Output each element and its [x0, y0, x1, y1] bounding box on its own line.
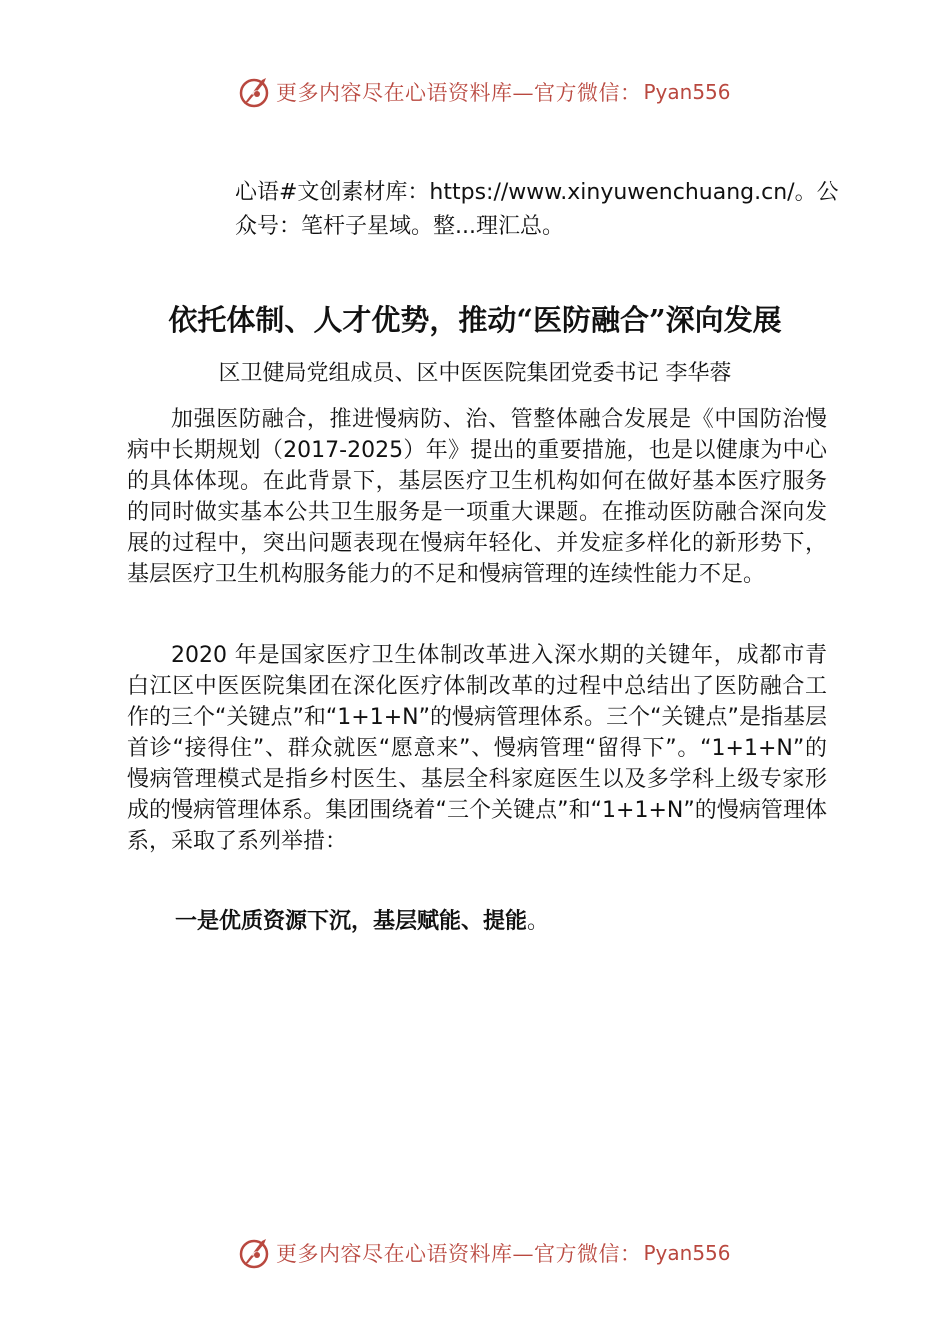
- quill-logo-icon: [236, 1235, 272, 1271]
- banner-text: 更多内容尽在心语资料库—官方微信：: [276, 81, 642, 105]
- paragraph-2: 2020 年是国家医疗卫生体制改革进入深水期的关键年，成都市青白江区中医医院集团在深化医疗体制改革的过程中总结出了医防融合工作的三个“关键点”和“1+1+N”的慢病管理体系。三个“关键点”是指基层首诊“接得住”、群众就医“愿意来”、慢病管理“留得下”。“1+1+N”的慢病管理模式是指乡村医生、基层全科家庭医生以及多学科上级专家形成的慢病管理体系。集团围绕着“三个关键点”和“1+1+N”的慢病管理体系，采取了系列举措：: [127, 643, 827, 854]
- banner-text: 更多内容尽在心语资料库—官方微信：: [276, 1242, 642, 1266]
- section-subheading: [175, 904, 549, 939]
- banner-wechat-id: Pyan556: [643, 80, 731, 104]
- subheading-end: 。: [527, 909, 550, 934]
- subheading-text: 一是优质资源下沉，基层赋能、提能: [175, 908, 528, 934]
- article-title: 依托体制、人才优势，推动“医防融合”深向发展: [168, 303, 782, 337]
- article-byline: 区卫健局党组成员、区中医医院集团党委书记 李华蓉: [218, 361, 732, 386]
- banner-wechat-id: Pyan556: [643, 1241, 731, 1265]
- paragraph-1: 加强医防融合，推进慢病防、治、管整体融合发展是《中国防治慢病中长期规划（2017-2025）年》提出的重要措施，也是以健康为中心的具体体现。在此背景下，基层医疗卫生机构如何在做好基本医疗服务的同时做实基本公共卫生服务是一项重大课题。在推动医防融合深向发展的过程中，突出问题表现在慢病年轻化、并发症多样化的新形势下，基层医疗卫生机构服务能力的不足和慢病管理的连续性能力不足。: [127, 407, 827, 587]
- promo-text: 心语#文创素材库：https://www.xinyuwenchuang.cn/。公众号：笔杆子星域。整...理汇总。: [235, 180, 839, 239]
- header-banner: [236, 72, 731, 112]
- footer-banner: [236, 1233, 731, 1273]
- quill-logo-icon: [236, 74, 272, 110]
